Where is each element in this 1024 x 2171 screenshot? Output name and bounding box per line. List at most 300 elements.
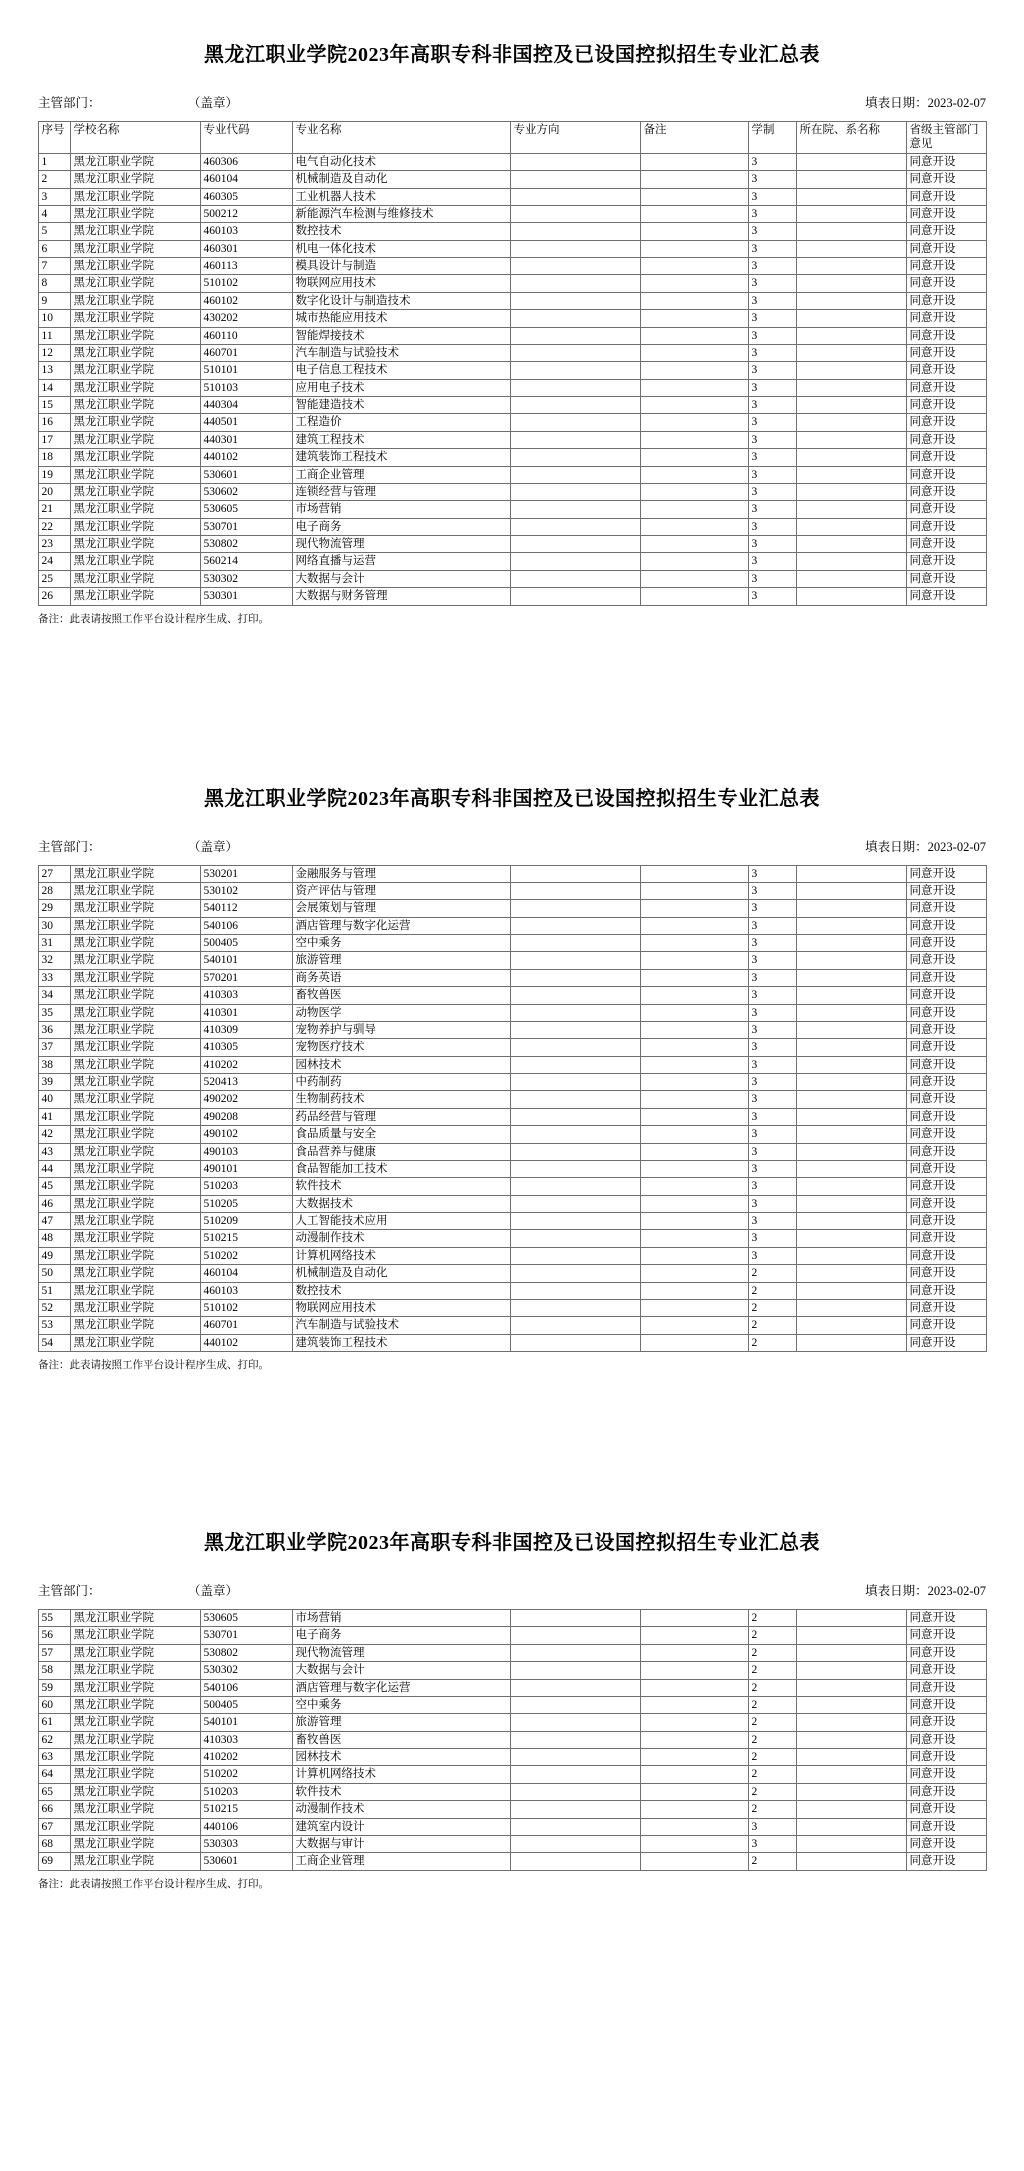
row-direction [510,882,640,899]
seal-label: （盖章） [188,96,239,110]
row-major: 动物医学 [292,1004,510,1021]
row-no: 3 [38,188,70,205]
row-major: 生物制药技术 [292,1091,510,1108]
row-direction [510,466,640,483]
majors-table-page-1 [38,121,987,606]
row-no: 9 [38,292,70,309]
row-major: 空中乘务 [292,1696,510,1713]
row-opinion: 同意开设 [906,1766,986,1783]
table-row [38,1644,986,1661]
table-row [38,362,986,379]
row-school: 黑龙江职业学院 [70,1213,200,1230]
row-direction [510,1126,640,1143]
row-school: 黑龙江职业学院 [70,969,200,986]
row-no: 61 [38,1714,70,1731]
row-no: 60 [38,1696,70,1713]
page-title-3: 黑龙江职业学院2023年高职专科非国控及已设国控拟招生专业汇总表 [204,1532,820,1554]
row-department [796,1731,906,1748]
row-department [796,1835,906,1852]
row-major: 建筑装饰工程技术 [292,449,510,466]
row-code: 530201 [200,865,292,882]
row-remark [640,327,748,344]
table-row [38,1039,986,1056]
row-school: 黑龙江职业学院 [70,483,200,500]
row-no: 4 [38,205,70,222]
seal-label-2: （盖章） [188,839,239,854]
row-direction [510,223,640,240]
row-remark [640,900,748,917]
row-opinion: 同意开设 [906,882,986,899]
row-school: 黑龙江职业学院 [70,588,200,605]
row-direction [510,1714,640,1731]
table-row [38,292,986,309]
row-remark [640,1317,748,1334]
table-row [38,570,986,587]
row-no: 48 [38,1230,70,1247]
row-direction [510,292,640,309]
row-code: 540106 [200,1679,292,1696]
row-department [796,1247,906,1264]
row-code: 530601 [200,466,292,483]
row-years: 3 [748,327,796,344]
row-school: 黑龙江职业学院 [70,1178,200,1195]
row-no: 44 [38,1160,70,1177]
row-years: 3 [748,865,796,882]
table-row [38,865,986,882]
row-years: 2 [748,1766,796,1783]
row-major: 机械制造及自动化 [292,171,510,188]
row-years: 3 [748,1247,796,1264]
row-remark [640,1021,748,1038]
table-row [38,240,986,257]
row-department [796,258,906,275]
row-direction [510,205,640,222]
row-direction [510,900,640,917]
row-major: 数控技术 [292,223,510,240]
row-no: 24 [38,553,70,570]
row-remark [640,1696,748,1713]
row-direction [510,327,640,344]
row-remark [640,882,748,899]
row-direction [510,1334,640,1351]
row-no: 32 [38,952,70,969]
document-page-1 [0,0,1024,626]
row-code: 410303 [200,987,292,1004]
row-no: 25 [38,570,70,587]
row-major: 模具设计与制造 [292,258,510,275]
row-remark [640,1178,748,1195]
row-opinion: 同意开设 [906,969,986,986]
row-remark [640,969,748,986]
row-opinion: 同意开设 [906,1091,986,1108]
row-direction [510,1004,640,1021]
row-remark [640,1213,748,1230]
row-opinion: 同意开设 [906,1126,986,1143]
row-years: 3 [748,935,796,952]
row-code: 530701 [200,1627,292,1644]
row-years: 3 [748,205,796,222]
row-major: 网络直播与运营 [292,553,510,570]
row-years: 2 [748,1627,796,1644]
table-row [38,344,986,361]
row-years: 3 [748,310,796,327]
row-no: 2 [38,171,70,188]
table-row [38,1126,986,1143]
fill-date-value-2: 2023-02-07 [927,839,986,854]
table-row [38,987,986,1004]
row-opinion: 同意开设 [906,310,986,327]
row-school: 黑龙江职业学院 [70,1749,200,1766]
row-department [796,1801,906,1818]
row-school: 黑龙江职业学院 [70,1783,200,1800]
row-remark [640,1679,748,1696]
row-code: 460103 [200,223,292,240]
row-remark [640,952,748,969]
row-department [796,397,906,414]
row-opinion: 同意开设 [906,1230,986,1247]
majors-table-page-2 [38,865,987,1353]
row-school: 黑龙江职业学院 [70,1644,200,1661]
row-opinion: 同意开设 [906,1334,986,1351]
row-school: 黑龙江职业学院 [70,397,200,414]
row-no: 37 [38,1039,70,1056]
table-row [38,1317,986,1334]
row-school: 黑龙江职业学院 [70,310,200,327]
row-no: 5 [38,223,70,240]
row-school: 黑龙江职业学院 [70,1818,200,1835]
row-code: 530301 [200,588,292,605]
row-major: 商务英语 [292,969,510,986]
supervising-department-label: 主管部门： [38,96,101,110]
row-direction [510,553,640,570]
row-department [796,292,906,309]
table-body-page-3 [38,1610,986,1871]
row-school: 黑龙江职业学院 [70,1265,200,1282]
row-direction [510,1178,640,1195]
row-opinion: 同意开设 [906,987,986,1004]
row-no: 30 [38,917,70,934]
row-direction [510,1108,640,1125]
row-direction [510,1801,640,1818]
row-years: 2 [748,1317,796,1334]
row-no: 58 [38,1662,70,1679]
row-department [796,865,906,882]
row-years: 3 [748,344,796,361]
majors-table-page-3 [38,1609,987,1871]
row-major: 金融服务与管理 [292,865,510,882]
row-direction [510,917,640,934]
row-school: 黑龙江职业学院 [70,1108,200,1125]
table-row [38,1783,986,1800]
row-years: 3 [748,1835,796,1852]
row-years: 3 [748,969,796,986]
row-major: 资产评估与管理 [292,882,510,899]
row-code: 530601 [200,1853,292,1870]
row-school: 黑龙江职业学院 [70,1160,200,1177]
row-code: 520413 [200,1074,292,1091]
row-remark [640,1818,748,1835]
row-opinion: 同意开设 [906,935,986,952]
row-no: 8 [38,275,70,292]
row-no: 55 [38,1610,70,1627]
row-direction [510,1021,640,1038]
row-department [796,171,906,188]
row-major: 汽车制造与试验技术 [292,344,510,361]
row-no: 19 [38,466,70,483]
row-direction [510,1299,640,1316]
row-code: 410309 [200,1021,292,1038]
row-years: 3 [748,900,796,917]
supervising-department-label-2: 主管部门： [38,839,101,854]
row-major: 畜牧兽医 [292,987,510,1004]
row-department [796,466,906,483]
table-row [38,518,986,535]
row-code: 490103 [200,1143,292,1160]
row-major: 连锁经营与管理 [292,483,510,500]
row-code: 530302 [200,570,292,587]
row-no: 68 [38,1835,70,1852]
row-department [796,223,906,240]
row-department [796,344,906,361]
table-row [38,483,986,500]
row-remark [640,292,748,309]
row-remark [640,1056,748,1073]
row-direction [510,1317,640,1334]
row-code: 500405 [200,1696,292,1713]
row-remark [640,449,748,466]
row-opinion: 同意开设 [906,188,986,205]
col-header-department: 所在院、系名称 [796,122,906,154]
table-row [38,1662,986,1679]
row-department [796,1766,906,1783]
row-direction [510,1265,640,1282]
fill-date-label-3: 填表日期： [865,1584,928,1598]
row-direction [510,171,640,188]
row-department [796,553,906,570]
row-school: 黑龙江职业学院 [70,1714,200,1731]
row-opinion: 同意开设 [906,1160,986,1177]
row-department [796,362,906,379]
row-code: 530605 [200,501,292,518]
row-no: 10 [38,310,70,327]
row-school: 黑龙江职业学院 [70,1679,200,1696]
document-page-2 [0,700,1024,1373]
row-years: 2 [748,1334,796,1351]
row-opinion: 同意开设 [906,1610,986,1627]
row-major: 现代物流管理 [292,1644,510,1661]
row-no: 29 [38,900,70,917]
table-row [38,1282,986,1299]
row-opinion: 同意开设 [906,1004,986,1021]
row-remark [640,1074,748,1091]
row-no: 69 [38,1853,70,1870]
row-opinion: 同意开设 [906,952,986,969]
row-remark [640,1334,748,1351]
row-opinion: 同意开设 [906,258,986,275]
row-major: 新能源汽车检测与维修技术 [292,205,510,222]
row-opinion: 同意开设 [906,1074,986,1091]
row-major: 动漫制作技术 [292,1230,510,1247]
row-code: 510101 [200,362,292,379]
row-direction [510,362,640,379]
row-school: 黑龙江职业学院 [70,553,200,570]
row-code: 510209 [200,1213,292,1230]
row-remark [640,987,748,1004]
row-direction [510,952,640,969]
row-remark [640,205,748,222]
table-row [38,536,986,553]
row-department [796,1282,906,1299]
row-code: 410303 [200,1731,292,1748]
table-row [38,882,986,899]
row-remark [640,1610,748,1627]
row-years: 3 [748,952,796,969]
row-department [796,1696,906,1713]
row-no: 16 [38,414,70,431]
row-major: 畜牧兽医 [292,1731,510,1748]
row-opinion: 同意开设 [906,275,986,292]
table-row [38,553,986,570]
table-row [38,188,986,205]
table-row [38,397,986,414]
row-remark [640,275,748,292]
row-code: 540101 [200,1714,292,1731]
table-row [38,1679,986,1696]
row-remark [640,570,748,587]
row-department [796,275,906,292]
row-remark [640,1108,748,1125]
row-school: 黑龙江职业学院 [70,1662,200,1679]
row-remark [640,536,748,553]
row-opinion: 同意开设 [906,292,986,309]
row-years: 3 [748,1074,796,1091]
table-row [38,153,986,170]
table-row [38,1696,986,1713]
row-no: 23 [38,536,70,553]
row-department [796,188,906,205]
row-years: 3 [748,987,796,1004]
row-school: 黑龙江职业学院 [70,153,200,170]
row-opinion: 同意开设 [906,501,986,518]
col-header-years: 学制 [748,122,796,154]
row-no: 22 [38,518,70,535]
row-school: 黑龙江职业学院 [70,466,200,483]
row-department [796,1213,906,1230]
meta-row-3 [0,1581,1024,1599]
row-years: 2 [748,1801,796,1818]
table-row [38,1056,986,1073]
row-opinion: 同意开设 [906,1783,986,1800]
row-code: 460110 [200,327,292,344]
row-remark [640,1766,748,1783]
row-direction [510,1731,640,1748]
row-code: 460104 [200,1265,292,1282]
row-code: 510215 [200,1230,292,1247]
row-remark [640,466,748,483]
row-major: 工商企业管理 [292,466,510,483]
row-major: 大数据与财务管理 [292,588,510,605]
row-years: 3 [748,449,796,466]
row-direction [510,536,640,553]
row-no: 52 [38,1299,70,1316]
row-code: 510102 [200,275,292,292]
table-row [38,1160,986,1177]
row-no: 47 [38,1213,70,1230]
row-years: 3 [748,483,796,500]
row-code: 490208 [200,1108,292,1125]
row-no: 53 [38,1317,70,1334]
row-school: 黑龙江职业学院 [70,223,200,240]
row-major: 工程造价 [292,414,510,431]
row-direction [510,1282,640,1299]
row-code: 500212 [200,205,292,222]
row-remark [640,171,748,188]
row-school: 黑龙江职业学院 [70,1835,200,1852]
row-opinion: 同意开设 [906,1247,986,1264]
row-school: 黑龙江职业学院 [70,1143,200,1160]
row-remark [640,1091,748,1108]
row-no: 36 [38,1021,70,1038]
row-no: 59 [38,1679,70,1696]
table-header-row [38,122,986,154]
row-no: 15 [38,397,70,414]
row-opinion: 同意开设 [906,344,986,361]
row-direction [510,379,640,396]
table-note-2: 备注：此表请按照工作平台设计程序生成、打印。 [38,1360,269,1371]
row-years: 3 [748,240,796,257]
row-major: 食品智能加工技术 [292,1160,510,1177]
table-row [38,1021,986,1038]
row-direction [510,969,640,986]
row-opinion: 同意开设 [906,483,986,500]
col-header-remark: 备注 [640,122,748,154]
table-row [38,1195,986,1212]
row-code: 460305 [200,188,292,205]
row-years: 2 [748,1610,796,1627]
row-opinion: 同意开设 [906,397,986,414]
row-years: 3 [748,1143,796,1160]
row-remark [640,431,748,448]
row-direction [510,1230,640,1247]
row-opinion: 同意开设 [906,1056,986,1073]
row-opinion: 同意开设 [906,1265,986,1282]
row-years: 3 [748,1108,796,1125]
row-code: 500405 [200,935,292,952]
row-no: 45 [38,1178,70,1195]
row-major: 汽车制造与试验技术 [292,1317,510,1334]
row-remark [640,1731,748,1748]
table-header [38,122,986,154]
row-years: 3 [748,1056,796,1073]
row-opinion: 同意开设 [906,1627,986,1644]
row-years: 3 [748,153,796,170]
row-department [796,414,906,431]
table-row [38,1610,986,1627]
row-years: 3 [748,1195,796,1212]
row-department [796,882,906,899]
row-department [796,987,906,1004]
row-no: 13 [38,362,70,379]
row-major: 物联网应用技术 [292,1299,510,1316]
row-major: 酒店管理与数字化运营 [292,917,510,934]
row-remark [640,501,748,518]
row-opinion: 同意开设 [906,1853,986,1870]
row-years: 3 [748,258,796,275]
row-school: 黑龙江职业学院 [70,362,200,379]
row-direction [510,344,640,361]
row-school: 黑龙江职业学院 [70,882,200,899]
table-row [38,1627,986,1644]
